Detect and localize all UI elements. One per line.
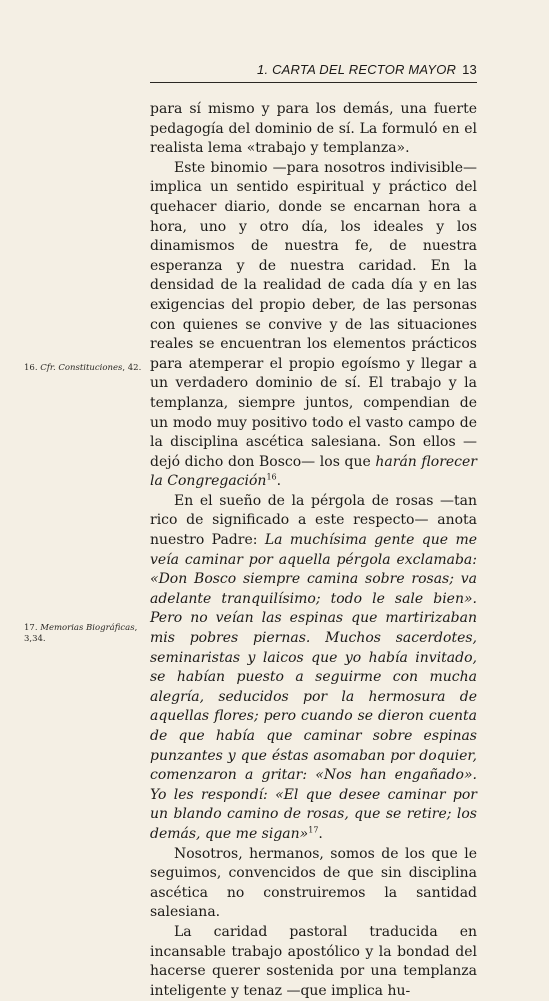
sentence-end-17: . bbox=[318, 825, 323, 842]
paragraph-1: para sí mismo y para los demás, una fuerte pedagogía del dominio de sí. La formuló en el realista lema «trabajo y templanza». bbox=[150, 101, 477, 157]
sentence-end-16: . bbox=[276, 473, 282, 490]
footnote-ref-16: 16 bbox=[266, 472, 277, 482]
footnote-17-ref: , 3,34. bbox=[24, 623, 138, 644]
footnote-16 bbox=[24, 363, 142, 374]
paragraph-4: Nosotros, hermanos, somos de los que le seguimos, convencidos de que sin disciplina ascética no construiremos la santidad salesiana. bbox=[150, 845, 477, 921]
quote-17: La muchísima gente que me veía caminar por aquella pérgola exclamaba: «Don Bosco siempre camina sobre rosas; va adelante tranquilísimo; todo le sale bien». Pero no veían las espinas que martirizaban mis pobres piernas. Muchos sacerdotes, seminaristas y laicos que yo había invitado, se habían puesto a seguirme con mucha alegría, seducidos por la hermosura de aquellas flores; pero cuando se dieron cuenta de que había que caminar sobre espinas punzantes y que éstas asomaban por doquier, comenzaron a gritar: «Nos han engañado». Yo les respondí: «El que desee caminar por un blando camino de rosas, que se retire; los demás, que me sigan» bbox=[150, 532, 478, 842]
paragraph-2 bbox=[150, 159, 477, 492]
paragraph-3-text: En el sueño de la pérgola de rosas —tan rico de significado a este respecto— anota nuestro Padre: bbox=[150, 492, 477, 549]
running-title: 1. CARTA DEL RECTOR MAYOR bbox=[257, 62, 457, 77]
footnote-16-work: Constituciones bbox=[58, 363, 123, 373]
quote-16: harán florecer la Congregación bbox=[150, 453, 477, 490]
header-rule bbox=[150, 82, 477, 83]
footnote-16-abbr: Cfr. bbox=[40, 363, 56, 373]
footnote-16-ref: , 42. bbox=[122, 363, 142, 373]
paragraph-3 bbox=[150, 492, 477, 845]
footnote-17-number: 17. bbox=[24, 623, 38, 633]
paragraph-2-text: Este binomio —para nosotros indivisible— implica un sentido espiritual y práctico del quehacer diario, donde se encarnan hora a hora, uno y otro día, los ideales y los dinamismos de nuestra fe, de nuestra esperanza y de nuestra caridad. En la densidad de la realidad de cada día y en las exigencias del propio deber, de las personas con quienes se convive y de las situaciones reales se encuentran los elementos prácticos para atemperar el propio egoísmo y llegar a un verdadero dominio de sí. El trabajo y la templanza, siempre juntos, compendian de un modo muy positivo todo el vasto campo de la disciplina ascética salesiana. Son ellos —dejó dicho don Bosco— los que bbox=[150, 159, 477, 470]
page-number: 13 bbox=[462, 62, 477, 77]
footnote-ref-17: 17 bbox=[308, 825, 319, 835]
running-header bbox=[150, 62, 477, 77]
paragraph-5: La caridad pastoral traducida en incansable trabajo apostólico y la bondad del hacerse querer sostenida por una templanza inteligente y tenaz —que implica hu- bbox=[150, 923, 477, 999]
footnote-17-work: Memorias Biográficas bbox=[40, 623, 135, 633]
footnote-17 bbox=[24, 623, 142, 645]
body-text bbox=[150, 100, 477, 1001]
footnote-16-number: 16. bbox=[24, 363, 38, 373]
